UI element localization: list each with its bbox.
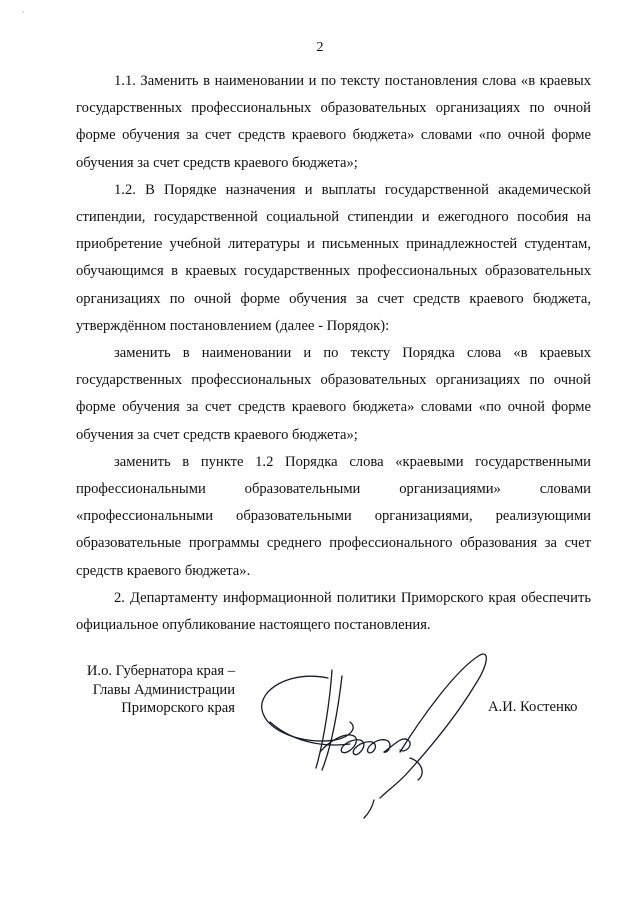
paragraph-1-1: 1.1. Заменить в наименовании и по тексту постановления слова «в краевых государственных профессиональных образовательных организациях по очной форме обучения за счет средств краевого бюджета» словами «по очной форме обучения за счет средств краевого бюджета»; <box>76 73 591 171</box>
signatory-title <box>70 662 235 718</box>
page-number: 2 <box>316 40 324 55</box>
paragraph-replace-name: заменить в наименовании и по тексту Порядка слова «в краевых государственных профессиональных образовательных организациях по очной форме обучения за счет средств краевого бюджета» словами «по очной форме обучения за счет средств краевого бюджета»; <box>76 345 591 443</box>
signature-block <box>0 660 640 840</box>
corner-mark: ` <box>22 10 25 19</box>
signatory-name: А.И. Костенко <box>488 699 578 715</box>
paragraph-2: 2. Департаменту информационной политики Приморского края обеспечить официальное опубликование настоящего постановления. <box>76 589 591 634</box>
document-body <box>76 68 591 639</box>
paragraph-1-2: 1.2. В Порядке назначения и выплаты государственной академической стипендии, государственной социальной стипендии и ежегодного пособия на приобретение учебной литературы и письменных принадлежностей студентам, обучающимся в краевых государственных профессиональных образовательных организациях по очной форме обучения за счет средств краевого бюджета, утверждённом постановлением (далее - Порядок): <box>76 181 591 334</box>
handwritten-signature <box>250 640 510 820</box>
signatory-title-line: И.о. Губернатора края – <box>86 663 235 679</box>
signatory-title-line: Приморского края <box>121 700 235 716</box>
signatory-title-line: Главы Администрации <box>92 681 235 698</box>
paragraph-replace-item: заменить в пункте 1.2 Порядка слова «краевыми государственными профессиональными образовательными организациями» словами «профессиональными образовательными организациями, реализующими образовательные программы среднего профессионального образования за счет средств краевого бюджета». <box>76 453 591 579</box>
